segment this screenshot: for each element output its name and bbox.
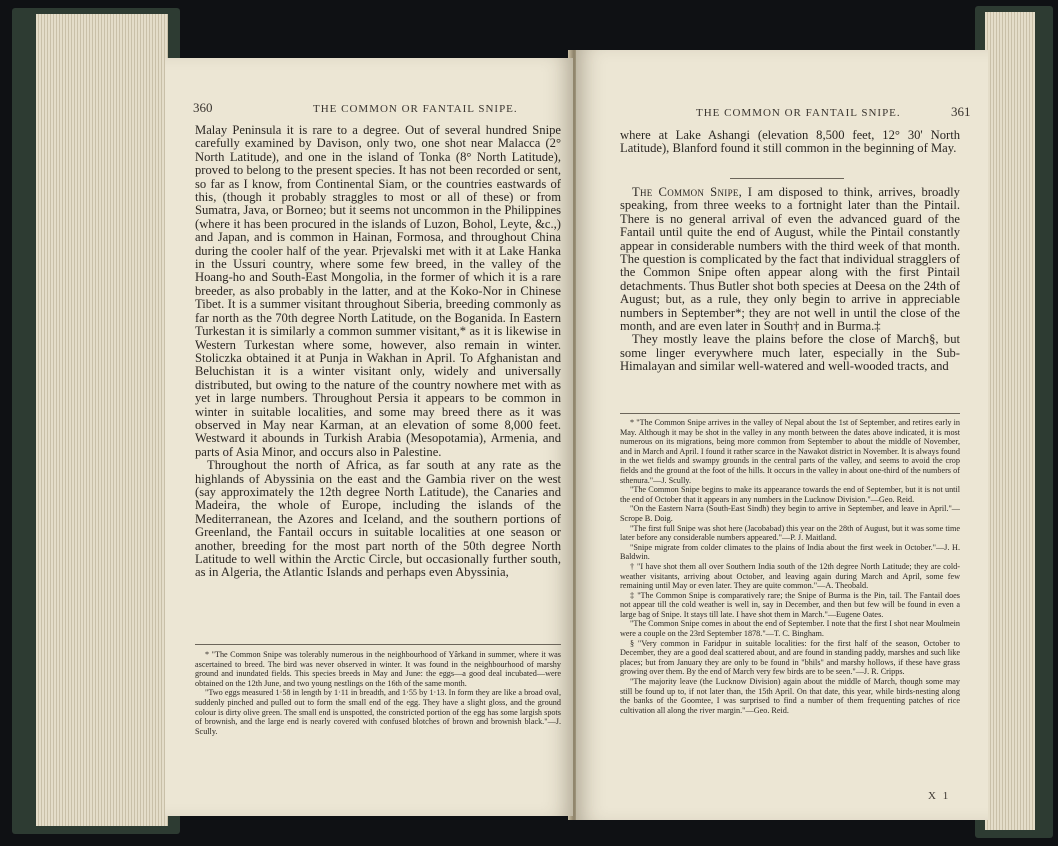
left-footnote-rule: [195, 644, 561, 645]
page-number-right: 361: [951, 104, 971, 119]
right-footnote-rule: [620, 413, 960, 414]
right-footnote-4: "The first full Snipe was shot here (Jacobabad) this year on the 28th of August, but it was some time later before any considerable numbers appeared."—P. J. Maitland.: [620, 523, 960, 543]
page-edges-right: [985, 12, 1035, 830]
right-footnotes: [620, 418, 960, 715]
left-footnote-1: * "The Common Snipe was tolerably numerous in the neighbourhood of Yârkand in summer, where it was ascertained to breed. The bird was never observed in winter. It was found in the neighbourhood of marshy ground and inundated fields. This species breeds in May and June: the eggs—a good deal incubated—were obtained on the 12th June, and two young nestlings on the 16th of the same month.: [195, 650, 561, 688]
section-lead-in: The Common Snipe,: [632, 185, 743, 199]
page-number-left: 360: [193, 100, 213, 115]
right-footnote-6: † "I have shot them all over Southern India south of the 12th degree North Latitude; they are cold-weather visitants, arriving about October, and leaving again during March and April, some few remaining until May or even later. They are quite common."—A. Theobald.: [620, 561, 960, 591]
right-footnote-1: * "The Common Snipe arrives in the valley of Nepal about the 1st of September, and retires early in May. Although it may be shot in the valley in any month between the dates above indicated, it is most numerous on its migrations, being more common from September to about the middle of November, and in March and April. I found it rather scarce in the Nawakot district in November. It is always found in the wet fields and swampy grounds in the central parts of the valley, and seems to avoid the crop fields and the ground at the foot of the hills. It occurs in the valley in about one-third of the numbers of sthenura."—J. Scully.: [620, 418, 960, 485]
right-paragraph-2: They mostly leave the plains before the close of March§, but some linger everywhere much later, especially in the Sub-Himalayan and similar well-watered and well-wooded tracts, and: [620, 332, 960, 374]
right-paragraph-1: I am disposed to think, arrives, broadly speaking, from three weeks to a fortnight later than the Pintail. There is no general arrival of even the advanced guard of the Fantail until quite the end of August, while the Pintail constantly appear in considerable numbers with the third week of that month. The question is complicated by the fact that individual stragglers of the Common Snipe often appear along with the first Pintail detachments. Thus Butler shot both species at Deesa on the 24th of August; but, as a rule, they only begin to arrive in appreciable numbers in September*; they are not well in until the close of the month, and are even later in South† and in Burma.‡: [620, 185, 960, 334]
left-page: [165, 58, 573, 816]
left-paragraph-2: Throughout the north of Africa, as far south at any rate as the highlands of Abyssinia on the east and the Gambia river on the west (say approximately the 12th degree North Latitude), the Canaries and Madeira, the whole of Europe, including the islands of the Mediterranean, the Azores and Iceland, and the southern portions of Greenland, the Fantail occurs in suitable localities at one season or another, breeding for the most part north of the 50th degree North Latitude to well within the Arctic Circle, but occasionally further south, as in Algeria, the Atlantic Islands and perhaps even Abyssinia,: [195, 458, 561, 580]
right-body-text: [620, 129, 960, 156]
left-footnotes: [195, 650, 561, 736]
right-footnote-8: "The Common Snipe comes in about the end of September. I note that the first I shot near Moulmein were a couple on the 23rd September 1878."—T. C. Bingham.: [620, 619, 960, 639]
right-footnote-3: "On the Eastern Narra (South-East Sindh) they begin to arrive in September, and leave in April."—Scrope B. Doig.: [620, 504, 960, 523]
left-body-text: [195, 124, 561, 580]
right-footnote-7: ‡ "The Common Snipe is comparatively rare; the Snipe of Burma is the Pin, tail. The Fantail does not appear till the cold weather is well in, say in December, and then but few will be found in even a large bag of Snipe. It stays till late. I have shot them in March."—Eugene Oates.: [620, 590, 960, 619]
right-footnote-5: "Snipe migrate from colder climates to the plains of India about the first week in October."—J. H. Baldwin.: [620, 542, 960, 562]
left-footnote-2: "Two eggs measured 1·58 in length by 1·11 in breadth, and 1·55 by 1·13. In form they are like a broad oval, suddenly pinched and pulled out to form the small end of the egg. They have a slight gloss, and the ground colour is dirty olive green. The small end is unspotted, the constricted portion of the egg has some largish spots of brownish, and the large end is nearly covered with confused blotches of brown and brownish black."—J. Scully.: [195, 688, 561, 736]
page-edges-left: [36, 14, 168, 826]
signature-mark: X 1: [928, 790, 951, 802]
right-opening-paragraph: where at Lake Ashangi (elevation 8,500 feet, 12° 30' North Latitude), Blanford found it still common in the beginning of May.: [620, 128, 960, 156]
right-body-text-continued: [620, 186, 960, 374]
right-footnote-9: § "Very common in Faridpur in suitable localities: for the first half of the season, October to December, they are a good deal scattered about, and are found in standing paddy, marshes and such like places; but from January they are only to be found in "bhils" and marshy hollows, if these have grass growing over them. By the end of March very few birds are to be seen."—J. R. Cripps.: [620, 638, 960, 677]
running-head-left: THE COMMON OR FANTAIL SNIPE.: [313, 103, 518, 115]
right-footnote-10: "The majority leave (the Lucknow Division) again about the middle of March, though some may still be found up to, if not later than, the 15th April. On that date, this year, while birds-nesting along the banks of the Goomtee, I was surprised to find a number of them frequenting patches of rice cultivation all along the river margin."—Geo. Reid.: [620, 677, 960, 715]
running-head-right: THE COMMON OR FANTAIL SNIPE.: [696, 107, 901, 119]
section-divider: [730, 178, 844, 179]
left-paragraph-1: Malay Peninsula it is rare to a degree. Out of several hundred Snipe carefully examined by Davison, only two, one shot near Malacca (2° North Latitude), and one in the island of Tonka (8° North Latitude), proved to belong to the present species. It has not been recorded or sent, so far as I know, from Continental Siam, or the countries eastwards of this, (though it probably straggles to most or all of these) or from Sumatra, Java, or Borneo; but it seems not uncommon in the Philippines (where it has been procured in the islands of Luzon, Bohol, Leyte, &c.,) and Japan, and is common in Hainan, Formosa, and throughout China during the cooler half of the year. Prjevalski met with it at Lake Hanka in the Ussuri country, where some few breed, in the valley of the Hoang-ho and South-East Mongolia, in the former of which it is a rare breeder, as also probably in the latter, and at the Koko-Nor in Chinese Tibet. It is a summer visitant throughout Siberia, breeding commonly as far north as the 70th degree North Latitude, on the Boganida. In Eastern Turkestan it is similarly a common summer visitant,* as it is likewise in Western Turkestan where some, however, also remain in winter. Stoliczka obtained it at Punja in Wakhan in April. To Afghanistan and Beluchistan it is a winter visitant only, widely and universally distributed, but owing to the nature of the country nowhere met with as yet in large numbers. Throughout Persia it appears to be common in winter in suitable localities, and some may breed there as it was observed in May near Karman, at an elevation of some 8,000 feet. Westward it abounds in Turkish Arabia (Mesopotamia), Armenia, and parts of Asia Minor, and occurs also in Palestine.: [195, 123, 561, 459]
right-page: [576, 50, 988, 820]
right-footnote-2: "The Common Snipe begins to make its appearance towards the end of September, but it is not until the end of October that it appears in any numbers in the Lucknow Division."—Geo. Reid.: [620, 485, 960, 504]
